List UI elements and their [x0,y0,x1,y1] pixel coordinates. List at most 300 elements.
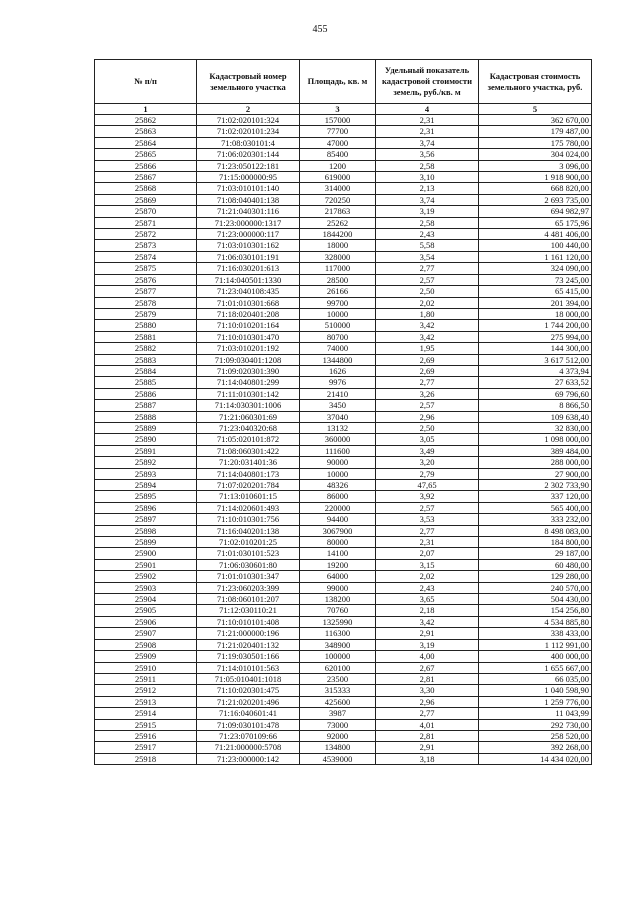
cadastral-cost-cell: 292 730,00 [479,719,592,730]
table-row [95,548,592,559]
column-index: 3 [300,104,376,115]
unit-value-cell: 3,19 [376,206,479,217]
unit-value-cell: 3,56 [376,149,479,160]
table-row [95,616,592,627]
cadastral-cost-cell: 154 256,80 [479,605,592,616]
cadastral-cost-cell: 338 433,00 [479,628,592,639]
cadastral-number-cell: 71:14:020601:493 [197,502,300,513]
unit-value-cell: 3,26 [376,388,479,399]
table-row [95,377,592,388]
row-number-cell: 25884 [95,365,197,376]
area-cell: 23500 [300,673,376,684]
unit-value-cell: 3,20 [376,457,479,468]
cadastral-cost-cell: 201 394,00 [479,297,592,308]
cadastral-number-cell: 71:21:020201:496 [197,696,300,707]
cadastral-number-cell: 71:21:000000:196 [197,628,300,639]
table-row [95,491,592,502]
area-cell: 1200 [300,160,376,171]
unit-value-cell: 3,15 [376,559,479,570]
area-cell: 37040 [300,411,376,422]
cadastral-number-cell: 71:09:030101:478 [197,719,300,730]
table-row [95,194,592,205]
cadastral-number-cell: 71:08:040401:138 [197,194,300,205]
table-row [95,434,592,445]
area-cell: 100000 [300,651,376,662]
cadastral-number-cell: 71:13:010601:15 [197,491,300,502]
cadastral-cost-cell: 1 040 598,90 [479,685,592,696]
cadastral-cost-cell: 565 400,00 [479,502,592,513]
row-number-cell: 25878 [95,297,197,308]
row-number-cell: 25888 [95,411,197,422]
cadastral-number-cell: 71:01:010301:347 [197,571,300,582]
unit-value-cell: 2,57 [376,400,479,411]
unit-value-cell: 1,95 [376,343,479,354]
cadastral-cost-cell: 65 415,00 [479,286,592,297]
cadastral-cost-cell: 1 918 900,00 [479,172,592,183]
cadastral-number-cell: 71:20:031401:36 [197,457,300,468]
header-area: Площадь, кв. м [300,60,376,104]
cadastral-cost-cell: 4 534 885,80 [479,616,592,627]
unit-value-cell: 2,18 [376,605,479,616]
table-row [95,537,592,548]
cadastral-cost-cell: 392 268,00 [479,742,592,753]
row-number-cell: 25871 [95,217,197,228]
unit-value-cell: 2,43 [376,229,479,240]
cadastral-number-cell: 71:01:010301:668 [197,297,300,308]
cadastral-cost-cell: 240 570,00 [479,582,592,593]
cadastral-cost-cell: 504 430,00 [479,594,592,605]
cadastral-cost-cell: 66 035,00 [479,673,592,684]
area-cell: 9976 [300,377,376,388]
cadastral-number-cell: 71:14:040801:299 [197,377,300,388]
cadastral-number-cell: 71:06:030601:80 [197,559,300,570]
table-row [95,251,592,262]
unit-value-cell: 3,30 [376,685,479,696]
cadastral-number-cell: 71:08:060101:207 [197,594,300,605]
row-number-cell: 25892 [95,457,197,468]
area-cell: 328000 [300,251,376,262]
row-number-cell: 25863 [95,126,197,137]
header-cadastral-cost: Кадастровая стоимость земельного участка, руб. [479,60,592,104]
cadastral-cost-cell: 1 098 000,00 [479,434,592,445]
table-row [95,240,592,251]
unit-value-cell: 2,81 [376,673,479,684]
area-cell: 19200 [300,559,376,570]
table-row [95,183,592,194]
cadastral-cost-cell: 144 300,00 [479,343,592,354]
cadastral-number-cell: 71:19:030501:166 [197,651,300,662]
table-row [95,639,592,650]
unit-value-cell: 2,50 [376,422,479,433]
area-cell: 348900 [300,639,376,650]
header-row-number: № п/п [95,60,197,104]
cadastral-number-cell: 71:06:020301:144 [197,149,300,160]
row-number-cell: 25873 [95,240,197,251]
area-cell: 14100 [300,548,376,559]
unit-value-cell: 2,69 [376,354,479,365]
cadastral-cost-cell: 100 440,00 [479,240,592,251]
row-number-cell: 25917 [95,742,197,753]
row-number-cell: 25905 [95,605,197,616]
unit-value-cell: 2,02 [376,297,479,308]
area-cell: 13132 [300,422,376,433]
unit-value-cell: 2,81 [376,730,479,741]
table-row [95,206,592,217]
area-cell: 99000 [300,582,376,593]
unit-value-cell: 2,91 [376,742,479,753]
table-row [95,559,592,570]
cadastral-number-cell: 71:03:010301:162 [197,240,300,251]
table-row [95,217,592,228]
cadastral-cost-cell: 258 520,00 [479,730,592,741]
table-row [95,411,592,422]
unit-value-cell: 2,58 [376,160,479,171]
table-row [95,400,592,411]
cadastral-cost-cell: 184 800,00 [479,537,592,548]
table-row [95,308,592,319]
row-number-cell: 25910 [95,662,197,673]
row-number-cell: 25891 [95,445,197,456]
cadastral-cost-cell: 175 780,00 [479,137,592,148]
area-cell: 10000 [300,468,376,479]
table-row [95,160,592,171]
unit-value-cell: 3,49 [376,445,479,456]
area-cell: 73000 [300,719,376,730]
row-number-cell: 25881 [95,331,197,342]
unit-value-cell: 3,42 [376,616,479,627]
cadastral-number-cell: 71:07:020201:784 [197,480,300,491]
column-index-row [95,104,592,115]
row-number-cell: 25912 [95,685,197,696]
table-row [95,229,592,240]
cadastral-number-cell: 71:21:060301:69 [197,411,300,422]
row-number-cell: 25865 [95,149,197,160]
area-cell: 425600 [300,696,376,707]
row-number-cell: 25893 [95,468,197,479]
cadastral-cost-cell: 333 232,00 [479,514,592,525]
unit-value-cell: 2,69 [376,365,479,376]
cadastral-cost-cell: 18 000,00 [479,308,592,319]
row-number-cell: 25916 [95,730,197,741]
cadastral-number-cell: 71:12:030110:21 [197,605,300,616]
table-row [95,274,592,285]
table-row [95,742,592,753]
unit-value-cell: 2,31 [376,115,479,126]
column-index: 2 [197,104,300,115]
table-row [95,457,592,468]
table-row [95,594,592,605]
cadastral-cost-cell: 32 830,00 [479,422,592,433]
area-cell: 3450 [300,400,376,411]
area-cell: 720250 [300,194,376,205]
row-number-cell: 25897 [95,514,197,525]
table-row [95,115,592,126]
header-unit-value: Удельный показатель кадастровой стоимости земель, руб./кв. м [376,60,479,104]
row-number-cell: 25913 [95,696,197,707]
row-number-cell: 25903 [95,582,197,593]
area-cell: 510000 [300,320,376,331]
area-cell: 92000 [300,730,376,741]
unit-value-cell: 3,05 [376,434,479,445]
area-cell: 85400 [300,149,376,160]
row-number-cell: 25918 [95,753,197,764]
cadastral-cost-cell: 69 796,60 [479,388,592,399]
cadastral-cost-cell: 8 866,50 [479,400,592,411]
row-number-cell: 25875 [95,263,197,274]
cadastral-number-cell: 71:14:010101:563 [197,662,300,673]
table-row [95,468,592,479]
cadastral-cost-cell: 11 043,99 [479,708,592,719]
table-row [95,422,592,433]
row-number-cell: 25901 [95,559,197,570]
page-number: 455 [312,24,328,35]
table-row [95,172,592,183]
row-number-cell: 25896 [95,502,197,513]
cadastral-cost-cell: 3 096,00 [479,160,592,171]
cadastral-number-cell: 71:23:040320:68 [197,422,300,433]
cadastral-number-cell: 71:16:040201:138 [197,525,300,536]
unit-value-cell: 3,74 [376,137,479,148]
row-number-cell: 25902 [95,571,197,582]
area-cell: 620100 [300,662,376,673]
row-number-cell: 25872 [95,229,197,240]
column-index: 4 [376,104,479,115]
unit-value-cell: 2,77 [376,525,479,536]
table-row [95,445,592,456]
unit-value-cell: 3,53 [376,514,479,525]
cadastral-number-cell: 71:23:000000:117 [197,229,300,240]
row-number-cell: 25885 [95,377,197,388]
cadastral-number-cell: 71:10:020301:475 [197,685,300,696]
unit-value-cell: 3,19 [376,639,479,650]
cadastral-number-cell: 71:14:040501:1330 [197,274,300,285]
unit-value-cell: 2,13 [376,183,479,194]
row-number-cell: 25895 [95,491,197,502]
cadastral-cost-cell: 27 633,52 [479,377,592,388]
cadastral-number-cell: 71:18:020401:208 [197,308,300,319]
cadastral-cost-cell: 2 302 733,90 [479,480,592,491]
area-cell: 10000 [300,308,376,319]
area-cell: 74000 [300,343,376,354]
unit-value-cell: 2,07 [376,548,479,559]
area-cell: 99700 [300,297,376,308]
area-cell: 116300 [300,628,376,639]
row-number-cell: 25899 [95,537,197,548]
table-row [95,708,592,719]
row-number-cell: 25906 [95,616,197,627]
cadastral-cost-cell: 29 187,00 [479,548,592,559]
area-cell: 360000 [300,434,376,445]
row-number-cell: 25898 [95,525,197,536]
cadastral-number-cell: 71:23:050122:181 [197,160,300,171]
column-index: 5 [479,104,592,115]
cadastral-number-cell: 71:10:010101:408 [197,616,300,627]
unit-value-cell: 3,92 [376,491,479,502]
area-cell: 26166 [300,286,376,297]
unit-value-cell: 3,42 [376,331,479,342]
table-row [95,263,592,274]
unit-value-cell: 1,80 [376,308,479,319]
area-cell: 1626 [300,365,376,376]
cadastral-number-cell: 71:23:060203:399 [197,582,300,593]
table-row [95,354,592,365]
area-cell: 94400 [300,514,376,525]
area-cell: 25262 [300,217,376,228]
area-cell: 80700 [300,331,376,342]
cadastral-number-cell: 71:02:020101:324 [197,115,300,126]
area-cell: 90000 [300,457,376,468]
row-number-cell: 25890 [95,434,197,445]
row-number-cell: 25879 [95,308,197,319]
unit-value-cell: 47,65 [376,480,479,491]
cadastral-cost-cell: 2 693 735,00 [479,194,592,205]
row-number-cell: 25915 [95,719,197,730]
cadastral-number-cell: 71:03:010201:192 [197,343,300,354]
cadastre-table [94,59,592,765]
cadastral-number-cell: 71:21:020401:132 [197,639,300,650]
cadastral-cost-cell: 8 498 083,00 [479,525,592,536]
table-row [95,582,592,593]
area-cell: 315333 [300,685,376,696]
cadastral-number-cell: 71:15:000000:95 [197,172,300,183]
cadastral-cost-cell: 1 112 991,00 [479,639,592,650]
area-cell: 3067900 [300,525,376,536]
unit-value-cell: 2,58 [376,217,479,228]
table-row [95,320,592,331]
table-row [95,571,592,582]
unit-value-cell: 4,00 [376,651,479,662]
table-row [95,651,592,662]
cadastral-number-cell: 71:10:010301:470 [197,331,300,342]
cadastral-number-cell: 71:23:000000:1317 [197,217,300,228]
column-index: 1 [95,104,197,115]
cadastral-cost-cell: 60 480,00 [479,559,592,570]
area-cell: 217863 [300,206,376,217]
area-cell: 86000 [300,491,376,502]
cadastral-number-cell: 71:01:030101:523 [197,548,300,559]
area-cell: 18000 [300,240,376,251]
table-row [95,388,592,399]
area-cell: 111600 [300,445,376,456]
area-cell: 220000 [300,502,376,513]
area-cell: 77700 [300,126,376,137]
cadastral-cost-cell: 1 161 120,00 [479,251,592,262]
table-row [95,628,592,639]
table-row [95,137,592,148]
area-cell: 1325990 [300,616,376,627]
row-number-cell: 25882 [95,343,197,354]
cadastral-cost-cell: 694 982,97 [479,206,592,217]
cadastral-number-cell: 71:05:020101:872 [197,434,300,445]
cadastral-number-cell: 71:16:030201:613 [197,263,300,274]
row-number-cell: 25877 [95,286,197,297]
unit-value-cell: 2,57 [376,502,479,513]
unit-value-cell: 2,96 [376,696,479,707]
unit-value-cell: 2,50 [376,286,479,297]
cadastral-cost-cell: 27 900,00 [479,468,592,479]
unit-value-cell: 2,77 [376,708,479,719]
table-row [95,331,592,342]
table-header [95,60,592,115]
cadastral-cost-cell: 389 484,00 [479,445,592,456]
unit-value-cell: 3,54 [376,251,479,262]
area-cell: 117000 [300,263,376,274]
unit-value-cell: 2,31 [376,537,479,548]
table-row [95,343,592,354]
row-number-cell: 25874 [95,251,197,262]
area-cell: 47000 [300,137,376,148]
table-row [95,605,592,616]
area-cell: 28500 [300,274,376,285]
cadastral-cost-cell: 668 820,00 [479,183,592,194]
cadastral-number-cell: 71:21:040301:116 [197,206,300,217]
cadastral-cost-cell: 1 655 667,00 [479,662,592,673]
area-cell: 4539000 [300,753,376,764]
unit-value-cell: 2,91 [376,628,479,639]
table-row [95,514,592,525]
cadastral-number-cell: 71:23:000000:142 [197,753,300,764]
row-number-cell: 25880 [95,320,197,331]
cadastral-cost-cell: 1 259 776,00 [479,696,592,707]
header-cadastral-number: Кадастровый номер земельного участка [197,60,300,104]
table-row [95,696,592,707]
row-number-cell: 25862 [95,115,197,126]
row-number-cell: 25914 [95,708,197,719]
area-cell: 1344800 [300,354,376,365]
cadastral-cost-cell: 3 617 512,00 [479,354,592,365]
area-cell: 1844200 [300,229,376,240]
unit-value-cell: 3,10 [376,172,479,183]
table-row [95,662,592,673]
area-cell: 3987 [300,708,376,719]
table-row [95,502,592,513]
unit-value-cell: 2,67 [376,662,479,673]
area-cell: 80000 [300,537,376,548]
cadastral-number-cell: 71:05:010401:1018 [197,673,300,684]
row-number-cell: 25900 [95,548,197,559]
unit-value-cell: 3,42 [376,320,479,331]
cadastral-number-cell: 71:14:040801:173 [197,468,300,479]
unit-value-cell: 5,58 [376,240,479,251]
cadastral-number-cell: 71:09:020301:390 [197,365,300,376]
cadastral-cost-cell: 179 487,00 [479,126,592,137]
row-number-cell: 25908 [95,639,197,650]
row-number-cell: 25876 [95,274,197,285]
row-number-cell: 25886 [95,388,197,399]
cadastral-cost-cell: 337 120,00 [479,491,592,502]
table-row [95,297,592,308]
area-cell: 157000 [300,115,376,126]
cadastral-number-cell: 71:08:060301:422 [197,445,300,456]
row-number-cell: 25870 [95,206,197,217]
cadastral-number-cell: 71:21:000000:5708 [197,742,300,753]
header-row [95,60,592,104]
unit-value-cell: 2,96 [376,411,479,422]
unit-value-cell: 2,77 [376,377,479,388]
cadastral-number-cell: 71:11:010301:142 [197,388,300,399]
cadastral-cost-cell: 362 670,00 [479,115,592,126]
cadastral-cost-cell: 109 638,40 [479,411,592,422]
area-cell: 314000 [300,183,376,194]
row-number-cell: 25887 [95,400,197,411]
cadastral-number-cell: 71:10:010201:164 [197,320,300,331]
row-number-cell: 25909 [95,651,197,662]
cadastral-cost-cell: 14 434 020,00 [479,753,592,764]
table-row [95,286,592,297]
unit-value-cell: 4,01 [376,719,479,730]
cadastral-cost-cell: 1 744 200,00 [479,320,592,331]
area-cell: 64000 [300,571,376,582]
